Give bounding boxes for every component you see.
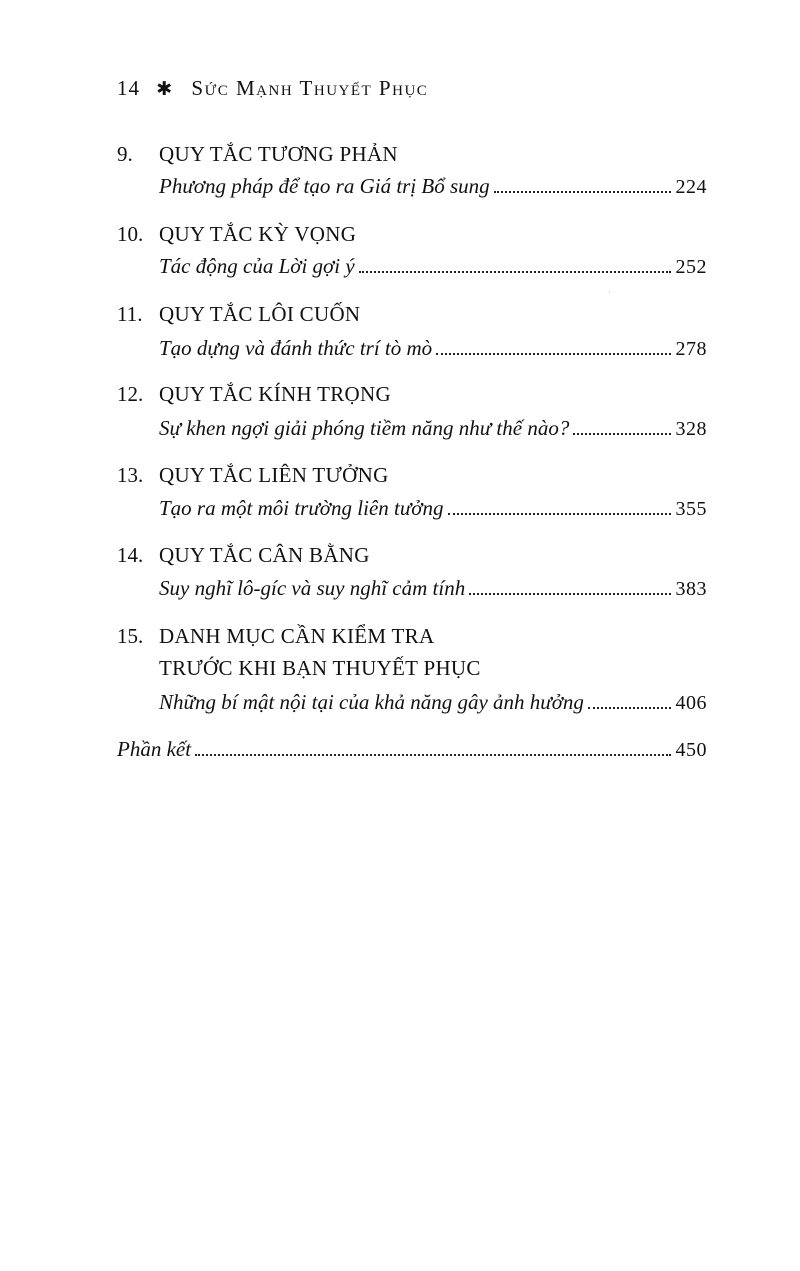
page-number: 383 (675, 578, 707, 600)
page-number: 355 (675, 498, 707, 520)
dot-leader (469, 593, 670, 595)
dot-leader (588, 707, 671, 709)
chapter-number: 12. (117, 382, 144, 406)
chapter-subtitle: Tác động của Lời gợi ý (159, 254, 355, 278)
toc-entry-closing[interactable] (117, 737, 707, 762)
page-number: 278 (675, 338, 707, 360)
closing-label: Phần kết (117, 737, 192, 761)
chapter-title: QUY TẮC KÍNH TRỌNG (159, 382, 391, 406)
chapter-title: QUY TẮC CÂN BẰNG (159, 543, 370, 567)
scan-speck (609, 291, 610, 292)
chapter-subtitle: Sự khen ngợi giải phóng tiềm năng như thế nào? (159, 416, 570, 440)
chapter-subtitle: Suy nghĩ lô-gíc và suy nghĩ cảm tính (159, 576, 466, 600)
chapter-subtitle: Những bí mật nội tại của khả năng gây ảnh hưởng (159, 690, 584, 714)
page-number: 450 (675, 739, 707, 761)
chapter-number: 15. (117, 624, 144, 648)
chapter-title: QUY TẮC KỲ VỌNG (159, 222, 357, 246)
dot-leader (448, 513, 671, 515)
header-page-number: 14 (117, 76, 140, 100)
chapter-number: 11. (117, 302, 143, 326)
book-title: Sức Mạnh Thuyết Phục (191, 76, 429, 100)
chapter-title: QUY TẮC LIÊN TƯỞNG (159, 463, 389, 487)
toc-entry[interactable] (159, 690, 707, 715)
chapter-subtitle: Tạo dựng và đánh thức trí tò mò (159, 336, 433, 360)
dot-leader (573, 433, 670, 435)
toc-entry[interactable] (159, 416, 707, 441)
dot-leader (436, 353, 670, 355)
chapter-number: 13. (117, 463, 144, 487)
chapter-title: DANH MỤC CẦN KIỂM TRA (159, 624, 435, 648)
page-number: 328 (675, 418, 707, 440)
chapter-subtitle: Tạo ra một môi trường liên tưởng (159, 496, 444, 520)
toc-entry[interactable] (159, 254, 707, 279)
chapter-title-line2: TRƯỚC KHI BẠN THUYẾT PHỤC (159, 656, 481, 680)
dot-leader (359, 271, 671, 273)
dot-leader (494, 191, 671, 193)
chapter-number: 9. (117, 142, 133, 166)
star-separator-icon: ✱ (156, 79, 174, 100)
toc-entry[interactable] (159, 336, 707, 361)
chapter-subtitle: Phương pháp để tạo ra Giá trị Bổ sung (159, 174, 490, 198)
page-number: 224 (675, 176, 707, 198)
toc-entry[interactable] (159, 496, 707, 521)
page-number: 252 (675, 256, 707, 278)
toc-entry[interactable] (159, 174, 707, 199)
chapter-title: QUY TẮC LÔI CUỐN (159, 302, 361, 326)
toc-entry[interactable] (159, 576, 707, 601)
page-number: 406 (675, 692, 707, 714)
chapter-number: 10. (117, 222, 144, 246)
dot-leader (195, 754, 670, 756)
chapter-number: 14. (117, 543, 144, 567)
chapter-title: QUY TẮC TƯƠNG PHẢN (159, 142, 398, 166)
